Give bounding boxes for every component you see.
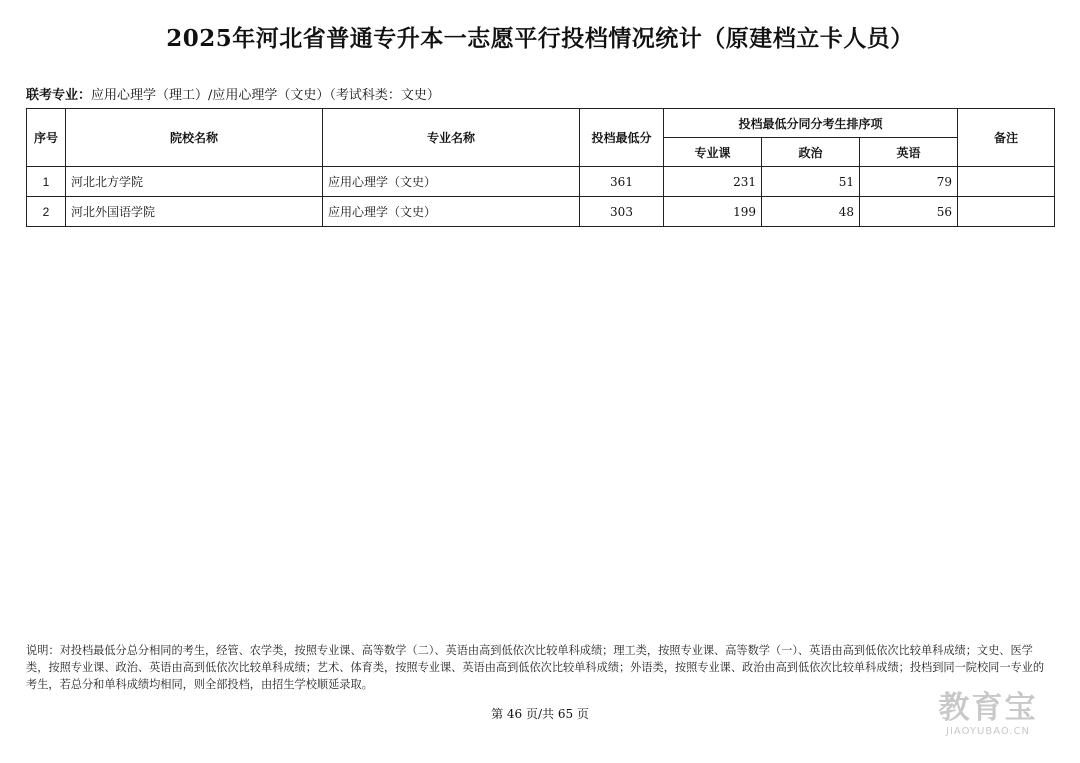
admission-score-table bbox=[26, 108, 1055, 227]
cell-index: 2 bbox=[27, 197, 66, 227]
watermark-logo-text: 教育宝 bbox=[938, 690, 1038, 726]
cell-major: 应用心理学（文史） bbox=[323, 167, 580, 197]
cell-index: 1 bbox=[27, 167, 66, 197]
cell-politics: 51 bbox=[762, 167, 860, 197]
header-min-score: 投档最低分 bbox=[580, 109, 664, 167]
footnote-explanation: 说明：对投档最低分总分相同的考生，经管、农学类，按照专业课、高等数学（二）、英语由高到低依次比较单科成绩；理工类，按照专业课、高等数学（一）、英语由高到低依次比较单科成绩；文史、医学类，按照专业课、政治、英语由高到低依次比较单科成绩；艺术、体育类，按照专业课、英语由高到低依次比较单科成绩；外语类，按照专业课、政治由高到低依次比较单科成绩；投档到同一院校同一专业的考生，若总分和单科成绩均相同，则全部投档，由招生学校顺延录取。 bbox=[26, 644, 1045, 691]
joint-exam-major-label: 联考专业： bbox=[26, 88, 92, 103]
cell-min-score: 361 bbox=[580, 167, 664, 197]
cell-major: 应用心理学（文史） bbox=[323, 197, 580, 227]
cell-english: 56 bbox=[860, 197, 958, 227]
cell-notes bbox=[958, 197, 1055, 227]
table-row bbox=[27, 197, 1055, 227]
cell-course: 231 bbox=[664, 167, 762, 197]
watermark-logo-url: JIAOYUBAO.CN bbox=[946, 726, 1030, 737]
header-major: 专业名称 bbox=[323, 109, 580, 167]
table-row bbox=[27, 167, 1055, 197]
page-title: 2025年河北省普通专升本一志愿平行投档情况统计（原建档立卡人员） bbox=[166, 25, 914, 52]
watermark-logo bbox=[918, 690, 1058, 742]
cell-min-score: 303 bbox=[580, 197, 664, 227]
header-course: 专业课 bbox=[664, 138, 762, 167]
cell-english: 79 bbox=[860, 167, 958, 197]
header-school: 院校名称 bbox=[66, 109, 323, 167]
cell-school: 河北外国语学院 bbox=[66, 197, 323, 227]
joint-exam-major bbox=[26, 84, 440, 103]
cell-school: 河北北方学院 bbox=[66, 167, 323, 197]
cell-notes bbox=[958, 167, 1055, 197]
cell-politics: 48 bbox=[762, 197, 860, 227]
header-index: 序号 bbox=[27, 109, 66, 167]
header-notes: 备注 bbox=[958, 109, 1055, 167]
page-number: 第 46 页/共 65 页 bbox=[491, 707, 589, 721]
header-tiebreak-group: 投档最低分同分考生排序项 bbox=[664, 109, 958, 138]
cell-course: 199 bbox=[664, 197, 762, 227]
header-english: 英语 bbox=[860, 138, 958, 167]
joint-exam-major-value: 应用心理学（理工）/应用心理学（文史）（考试科类：文史） bbox=[91, 88, 440, 103]
header-politics: 政治 bbox=[762, 138, 860, 167]
